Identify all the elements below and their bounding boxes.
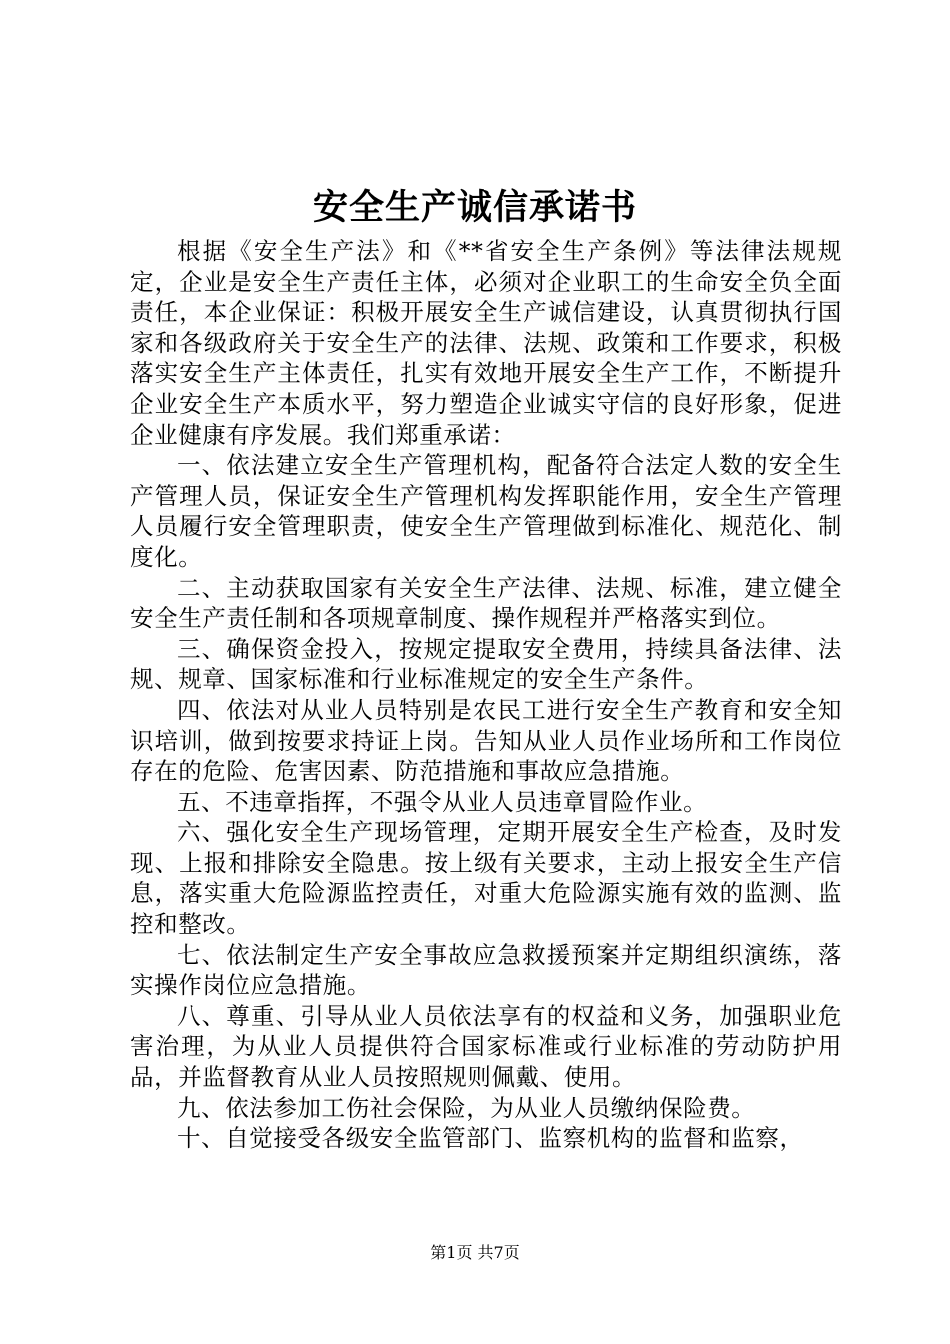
commitment-1-paragraph: 一、依法建立安全生产管理机构，配备符合法定人数的安全生产管理人员，保证安全生产管理机构发挥职能作用，安全生产管理人员履行安全管理职责，使安全生产管理做到标准化、规范化、制度化。 [130,451,842,571]
commitment-10-paragraph: 十、自觉接受各级安全监管部门、监察机构的监督和监察， [177,1124,804,1153]
document-body [130,236,842,1154]
commitment-4-paragraph: 四、依法对从业人员特别是农民工进行安全生产教育和安全知识培训，做到按要求持证上岗。告知从业人员作业场所和工作岗位存在的危险、危害因素、防范措施和事故应急措施。 [130,695,842,786]
commitment-7-paragraph: 七、依法制定生产安全事故应急救援预案并定期组织演练，落实操作岗位应急措施。 [130,940,842,1000]
commitment-6-paragraph: 六、强化安全生产现场管理，定期开展安全生产检查，及时发现、上报和排除安全隐患。按上级有关要求，主动上报安全生产信息，落实重大危险源监控责任，对重大危险源实施有效的监测、监控和整改。 [130,818,842,939]
commitment-9-paragraph: 九、依法参加工伤社会保险，为从业人员缴纳保险费。 [177,1093,756,1122]
commitment-5-paragraph: 五、不违章指挥，不强令从业人员违章冒险作业。 [177,787,708,816]
document-title: 安全生产诚信承诺书 [312,187,637,228]
intro-paragraph: 根据《安全生产法》和《**省安全生产条例》等法律法规规定，企业是安全生产责任主体，必须对企业职工的生命安全负全面责任，本企业保证：积极开展安全生产诚信建设，认真贯彻执行国家和各级政府关于安全生产的法律、法规、政策和工作要求，积极落实安全生产主体责任，扎实有效地开展安全生产工作，不断提升企业安全生产本质水平，努力塑造企业诚实守信的良好形象，促进企业健康有序发展。我们郑重承诺： [130,237,842,449]
commitment-8-paragraph: 八、尊重、引导从业人员依法享有的权益和义务，加强职业危害治理，为从业人员提供符合国家标准或行业标准的劳动防护用品，并监督教育从业人员按照规则佩戴、使用。 [130,1001,842,1092]
page-footer: 第1页 共7页 [430,1243,520,1262]
commitment-3-paragraph: 三、确保资金投入，按规定提取安全费用，持续具备法律、法规、规章、国家标准和行业标准规定的安全生产条件。 [130,634,842,694]
commitment-2-paragraph: 二、主动获取国家有关安全生产法律、法规、标准，建立健全安全生产责任制和各项规章制度、操作规程并严格落实到位。 [130,573,842,633]
